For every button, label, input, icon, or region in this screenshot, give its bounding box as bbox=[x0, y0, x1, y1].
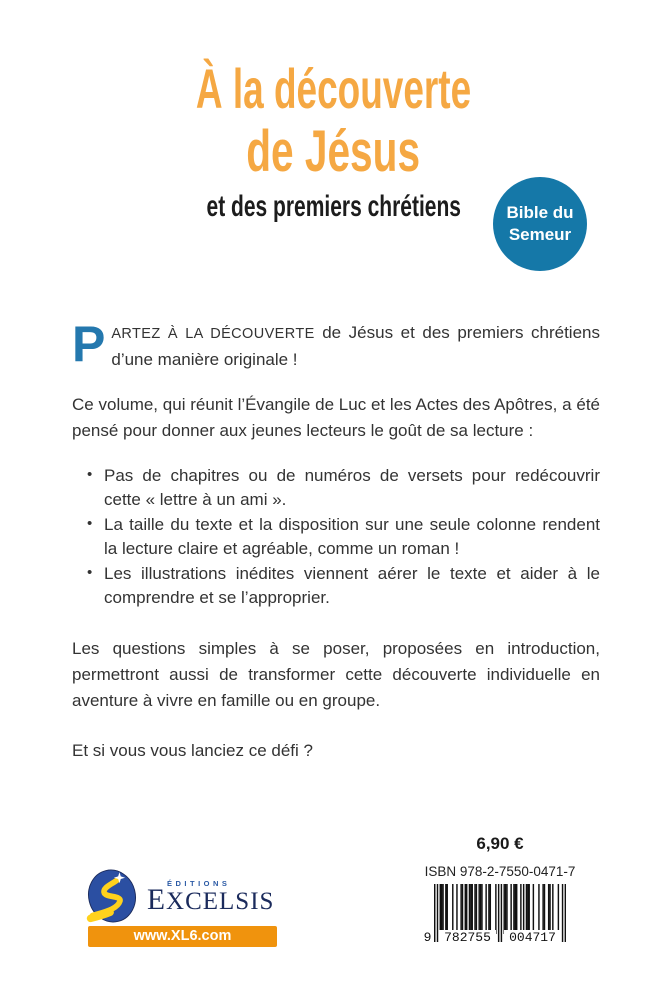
book-title-line2: de Jésus bbox=[246, 119, 421, 184]
bullet-item: • La taille du texte et la disposition sur une seule colonne rendent la lecture claire et agréable, comme un roman ! bbox=[72, 513, 600, 561]
barcode-digit-lead: 9 bbox=[423, 930, 432, 945]
lead-paragraph bbox=[72, 316, 600, 372]
publisher-name: EXCELSIS bbox=[147, 884, 275, 916]
badge-line1: Bible du bbox=[506, 203, 574, 222]
bible-du-semeur-badge bbox=[493, 177, 587, 271]
isbn-label: ISBN 978-2-7550-0471-7 bbox=[424, 864, 576, 879]
paragraph-volume: Ce volume, qui réunit l’Évangile de Luc et les Actes des Apôtres, a été pensé pour donner aux jeunes lecteurs le goût de sa lecture : bbox=[72, 395, 600, 440]
badge-line2: Semeur bbox=[508, 225, 572, 244]
excelsis-logo-icon bbox=[84, 867, 140, 925]
paragraph-questions: Les questions simples à se poser, proposées en introduction, permettront aussi de transformer cette découverte individuelle en aventure à vivre en famille ou en groupe. bbox=[72, 639, 600, 710]
editions-label: ÉDITIONS bbox=[167, 879, 231, 888]
book-title-line1: À la découverte bbox=[195, 57, 472, 120]
paragraph-challenge: Et si vous vous lanciez ce défi ? bbox=[72, 741, 313, 760]
price-label: 6,90 € bbox=[476, 834, 524, 853]
book-subtitle: et des premiers chrétiens bbox=[206, 190, 461, 223]
barcode-digits-right: 004717 bbox=[504, 930, 561, 946]
barcode-digits-left: 782755 bbox=[439, 930, 496, 946]
website-banner: www.XL6.com bbox=[88, 926, 277, 947]
bullet-item: • Pas de chapitres ou de numéros de versets pour redécouvrir cette « lettre à un ami ». bbox=[72, 464, 600, 512]
lead-smallcaps: ARTEZ À LA DÉCOUVERTE bbox=[111, 326, 315, 342]
feature-bullet-list bbox=[72, 464, 600, 611]
bullet-item: • Les illustrations inédites viennent aérer le texte et aider à le comprendre et se l’approprier. bbox=[72, 562, 600, 610]
bullet-dot-icon: • bbox=[87, 515, 93, 532]
lead-text: de Jésus et des premiers chrétiens d’une manière originale ! bbox=[111, 323, 600, 369]
bullet-dot-icon: • bbox=[87, 564, 93, 581]
dropcap-letter: P bbox=[72, 316, 106, 372]
bullet-dot-icon: • bbox=[87, 466, 93, 483]
ean13-barcode bbox=[423, 884, 566, 950]
